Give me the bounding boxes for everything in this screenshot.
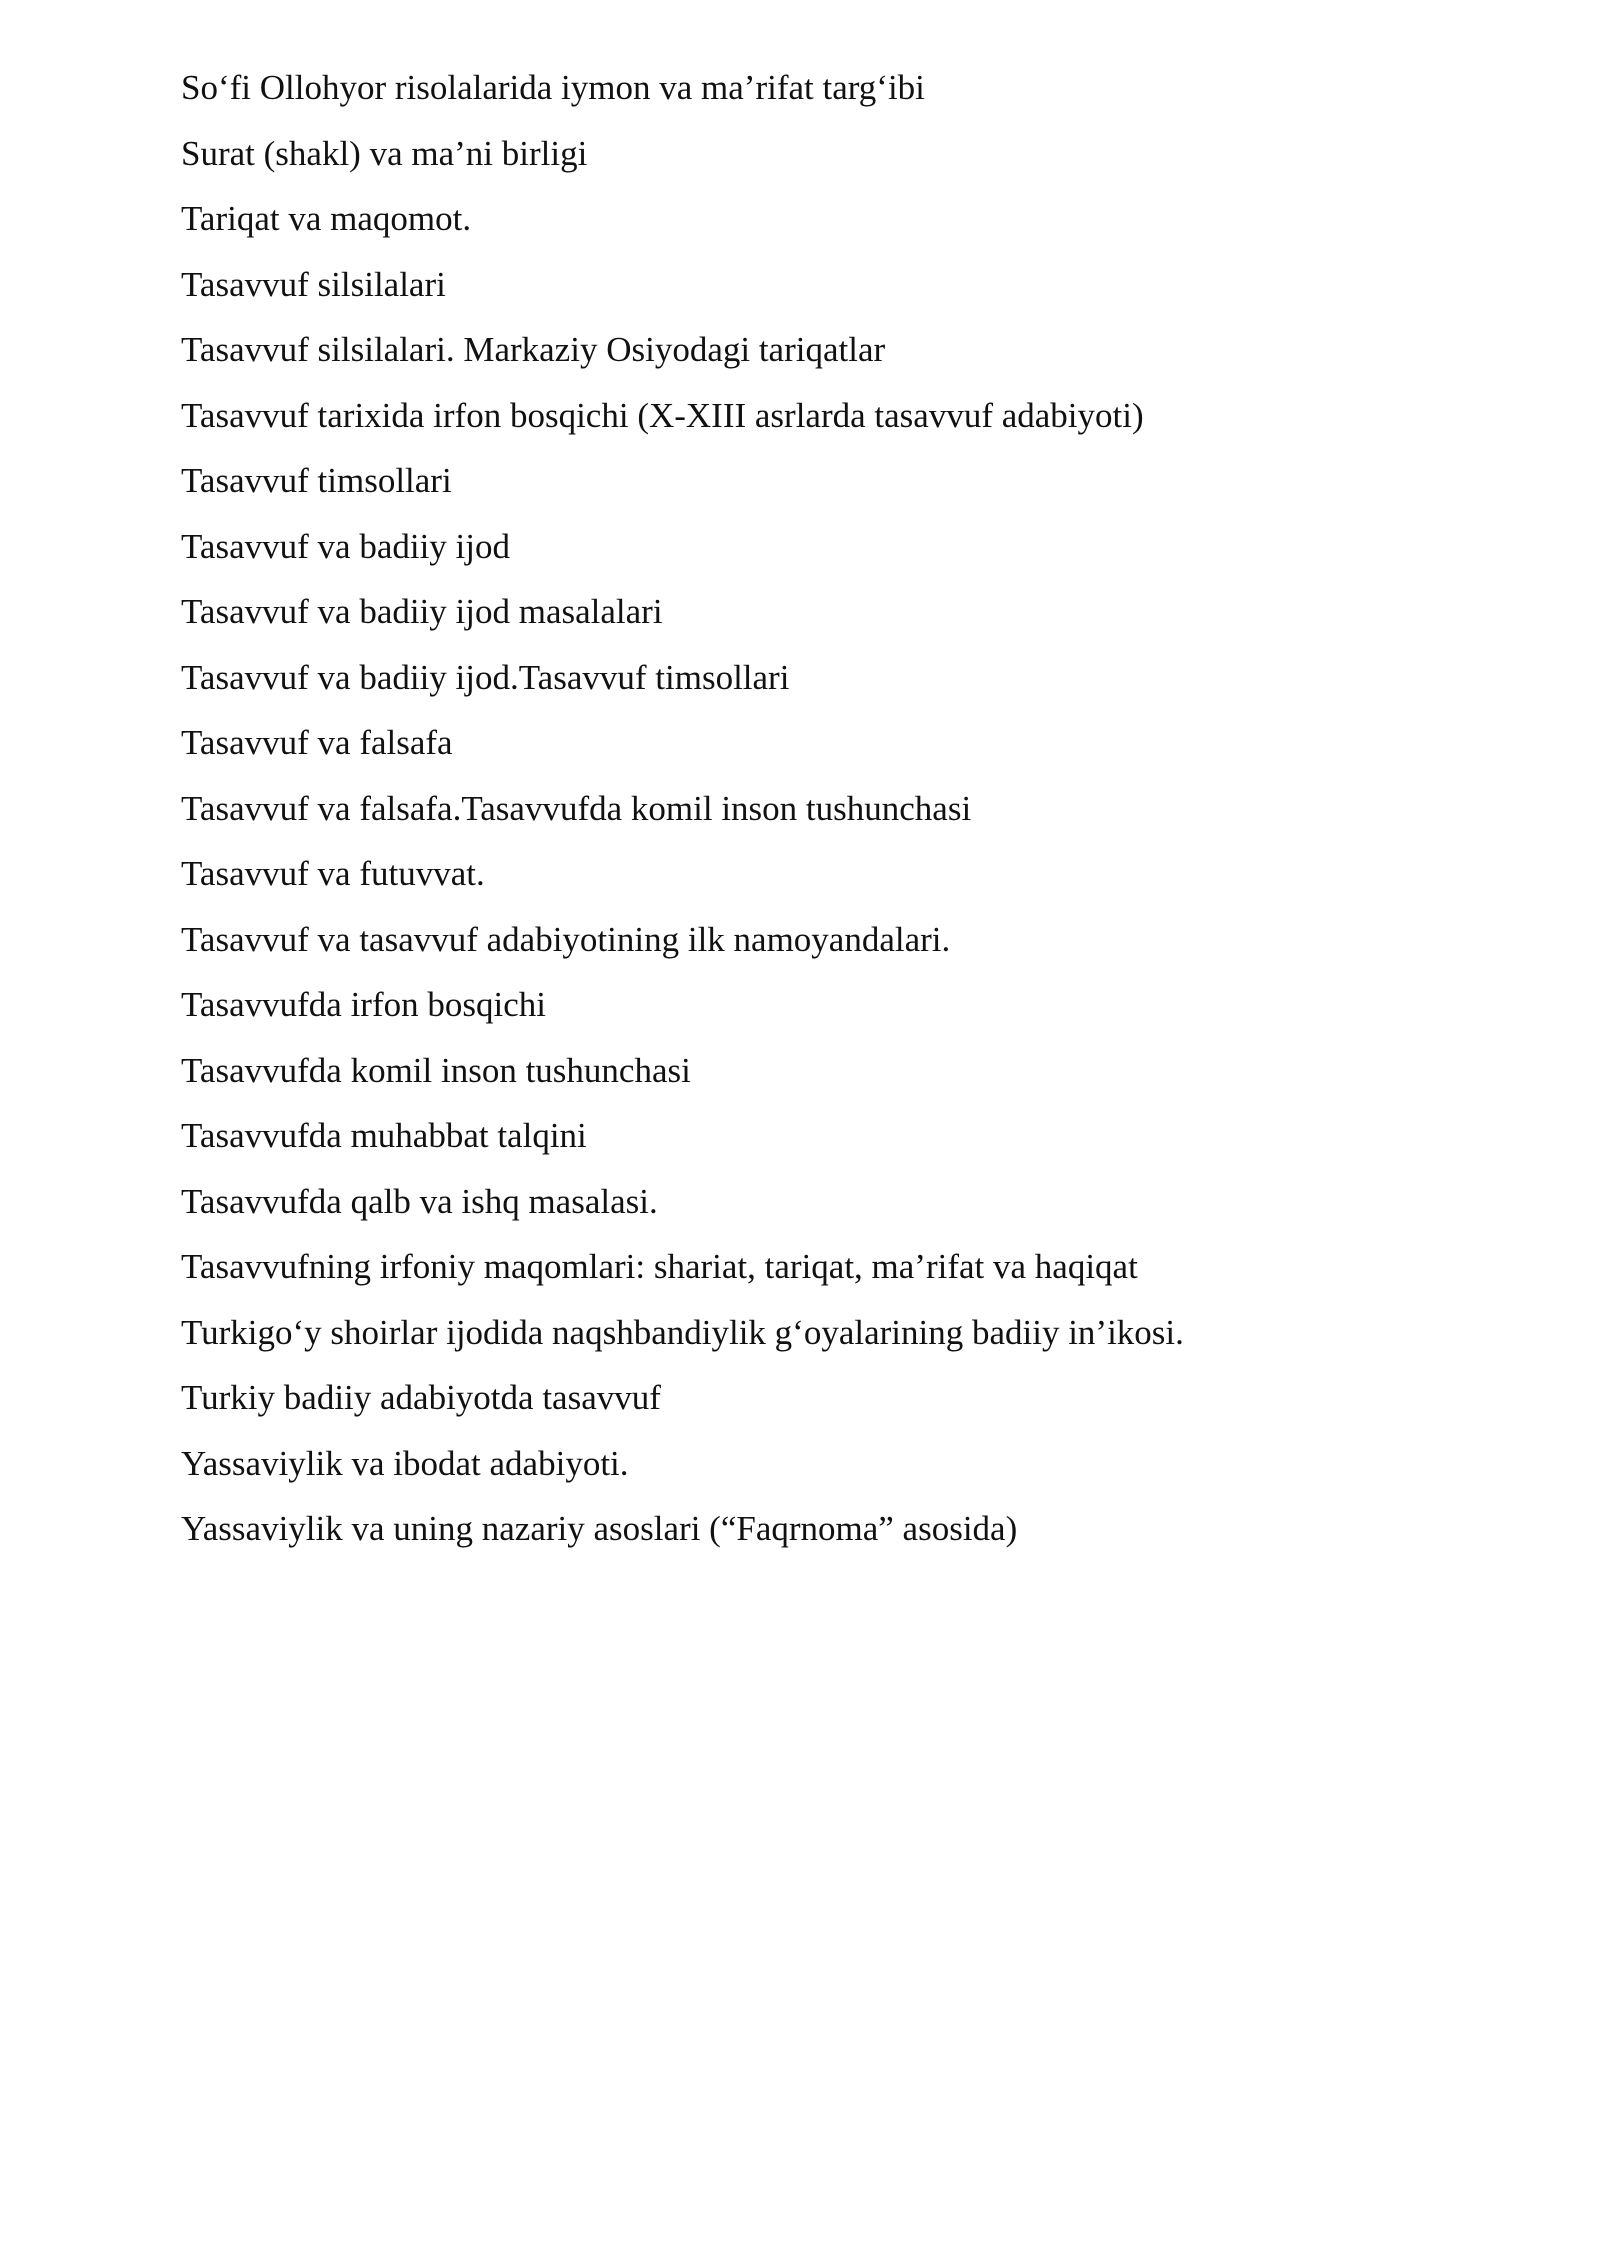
list-item: Tasavvufda qalb va ishq masalasi. — [181, 1181, 658, 1221]
list-item: Tasavvuf timsollari — [181, 461, 452, 500]
list-item: Tasavvufning irfoniy maqomlari: shariat, tariqat, ma’rifat va haqiqat — [181, 1247, 1138, 1286]
list-item: Surat (shakl) va ma’ni birligi — [181, 133, 588, 173]
list-item: Tasavvuf va tasavvuf adabiyotining ilk namoyandalari. — [181, 919, 951, 959]
list-item: Tasavvuf va falsafa.Tasavvufda komil inson tushunchasi — [181, 788, 972, 828]
list-item: Tasavvuf silsilalari. Markaziy Osiyodagi tariqatlar — [181, 330, 886, 369]
topic-list — [181, 55, 1184, 1562]
list-item: Tasavvuf va falsafa — [181, 723, 453, 762]
list-item: Turkigo‘y shoirlar ijodida naqshbandiylik g‘oyalarining badiiy in’ikosi. — [181, 1312, 1184, 1352]
list-item: Tasavvuf va badiiy ijod masalalari — [181, 592, 663, 631]
list-item: Yassaviylik va uning nazariy asoslari (“Faqrnoma” asosida) — [181, 1509, 1018, 1548]
list-item: Yassaviylik va ibodat adabiyoti. — [181, 1443, 629, 1483]
list-item: Tariqat va maqomot. — [181, 199, 472, 238]
list-item: So‘fi Ollohyor risolalarida iymon va ma’rifat targ‘ibi — [181, 68, 925, 107]
list-item: Tasavvuf va futuvvat. — [181, 854, 485, 893]
list-item: Tasavvufda muhabbat talqini — [181, 1116, 587, 1155]
list-item: Tasavvufda komil inson tushunchasi — [181, 1050, 691, 1090]
list-item: Turkiy badiiy adabiyotda tasavvuf — [181, 1378, 661, 1417]
list-item: Tasavvuf va badiiy ijod — [181, 526, 510, 566]
list-item: Tasavvufda irfon bosqichi — [181, 985, 546, 1024]
list-item: Tasavvuf va badiiy ijod.Tasavvuf timsollari — [181, 657, 790, 697]
list-item: Tasavvuf silsilalari — [181, 264, 446, 304]
list-item: Tasavvuf tarixida irfon bosqichi (X-XIII asrlarda tasavvuf adabiyoti) — [181, 395, 1144, 435]
